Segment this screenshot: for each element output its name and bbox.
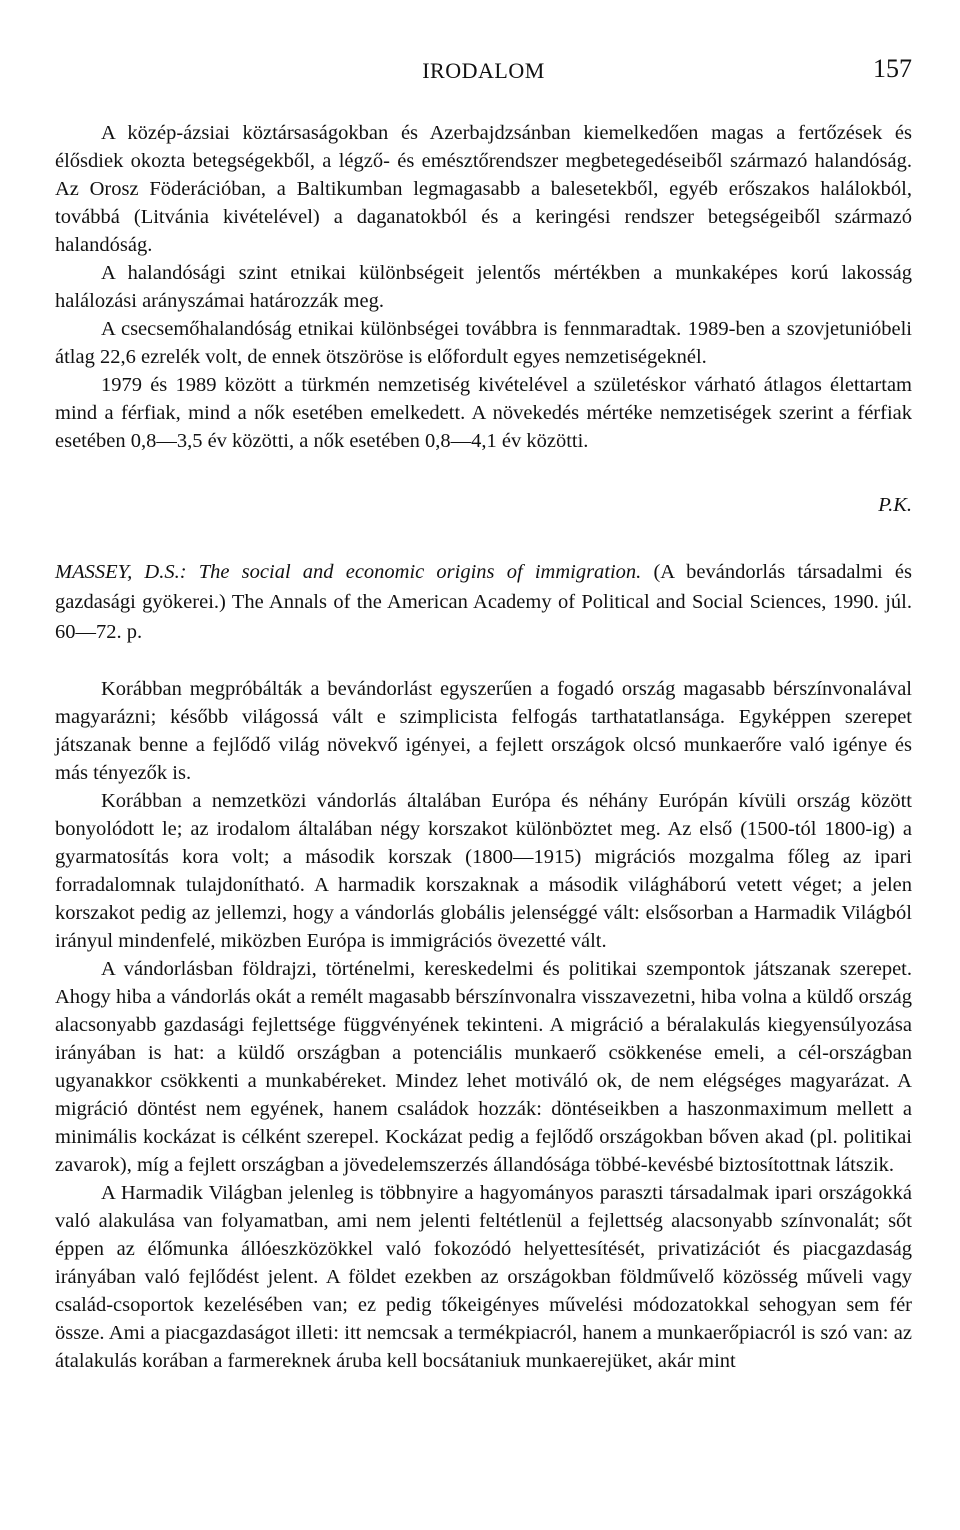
paragraph: 1979 és 1989 között a türkmén nemzetiség kivételével a születéskor várható átlagos élettartam mind a férfiak, mind a nők esetében emelkedett. A növekedés mértéke nemzetiségek szerint a férfiak esetében 0,8—3,5 év közötti, a nők esetében 0,8—4,1 év közötti. [55,374,912,452]
paragraph: A Harmadik Világban jelenleg is többnyire a hagyományos paraszti társadalmak ipari országokká való alakulása van folyamatban, ami nem jelenti feltétlenül a fejlettség alacsonyabb színvonalát; sőt éppen az élőmunka állóeszközökkel való fokozódó helyettesítését, privatizációt és piacgazdaság irányában való fejlődést jelent. A földet ezekben az országokban földművelő közösség műveli vagy család-csoportok kezelésében van; ez pedig tőkeigényes művelési módozatokkal sehogyan sem fér össze. Ami a piacgazdaságot illeti: itt nemcsak a termékpiacról, hanem a munkaerőpiacról is szó van: az átalakulás korában a farmereknek áruba kell bocsátaniuk munkaerejüket, akár mint [55,1182,912,1372]
running-head: IRODALOM [422,58,545,83]
reference-title: The social and economic origins of immigration. [198,561,642,583]
bibliographic-reference [55,557,912,647]
paragraph: A közép-ázsiai köztársaságokban és Azerbajdzsánban kiemelkedően magas a fertőzések és élősdiek okozta betegségekből, a légző- és emésztőrendszer megbetegedéseiből származó halandóság. Az Orosz Föderációban, a Baltikumban legmagasabb a balesetekből, egyéb erőszakos halálokból, továbbá (Litvánia kivételével) a daganatokból és a keringési rendszer betegségeiből származó halandóság. [55,122,912,256]
page-header [55,55,912,89]
paragraph: A halandósági szint etnikai különbségeit jelentős mértékben a munkaképes korú lakosság halálozási arányszámai határozzák meg. [55,262,912,312]
article-summary-1 [55,119,912,519]
paragraph: Korábban megpróbálták a bevándorlást egyszerűen a fogadó ország magasabb bérszínvonalával magyarázni; később világossá vált e szimplicista felfogás tarthatatlansága. Egyképpen szerepet játszanak benne a fejlődő világ növekvő igényei, a fejlett országok olcsó munkaerőre való igénye és más tényezők is. [55,678,912,784]
document-page [55,55,912,1375]
reference-author: MASSEY, D.S.: [55,561,187,583]
paragraph: A vándorlásban földrajzi, történelmi, kereskedelmi és politikai szempontok játszanak szerepet. Ahogy hiba a vándorlás okát a remélt magasabb bérszínvonalra visszavezetni, hiba volna a küldő ország alacsonyabb gazdasági fejlettsége függvényének tekinteni. A migráció a béralakulás kiegyensúlyozása irányában is hat: a küldő országban a potenciális munkaerő csökkenése emeli, a cél-országban ugyanakkor csökkenti a munkabéreket. Mindez lehet motiváló ok, de nem elégséges magyarázat. A migráció döntést nem egyének, hanem családok hozzák: döntéseikben a haszonmaximum mellett a minimális kockázat is célként szerepel. Kockázat pedig a fejlődő országokban bőven akad (pl. politikai zavarok), míg a fejlett országban a jövedelemszerzés állandósága többé-kevésbé biztosítottnak látszik. [55,958,912,1176]
paragraph: Korábban a nemzetközi vándorlás általában Európa és néhány Európán kívüli ország között bonyolódott le; az irodalom általában négy korszakot különböztet meg. Az első (1500-tól 1800-ig) a gyarmatosítás kora volt; a második korszak (1800—1915) migrációs mozgalma főleg az ipari forradalomnak tulajdonítható. A harmadik korszaknak a második világháború vetett véget; a jelen korszakot pedig az jellemzi, hogy a vándorlás globális jelenséggé vált: elsősorban a Harmadik Világból irányul mindenfelé, miközben Európa is immigrációs övezetté vált. [55,790,912,952]
reference-details: (A bevándorlás társadalmi és gazdasági gyökerei.) The Annals of the American Academy of Political and Social Sciences, 1990. júl. 60—72. p. [55,561,912,643]
article-summary-2 [55,675,912,1375]
page-number: 157 [873,54,912,83]
paragraph: A csecsemőhalandóság etnikai különbségei továbbra is fennmaradtak. 1989-ben a szovjetunióbeli átlag 22,6 ezrelék volt, de ennek ötszöröse is előfordult egyes nemzetiségeknél. [55,318,912,368]
author-signature: P.K. [878,494,912,516]
